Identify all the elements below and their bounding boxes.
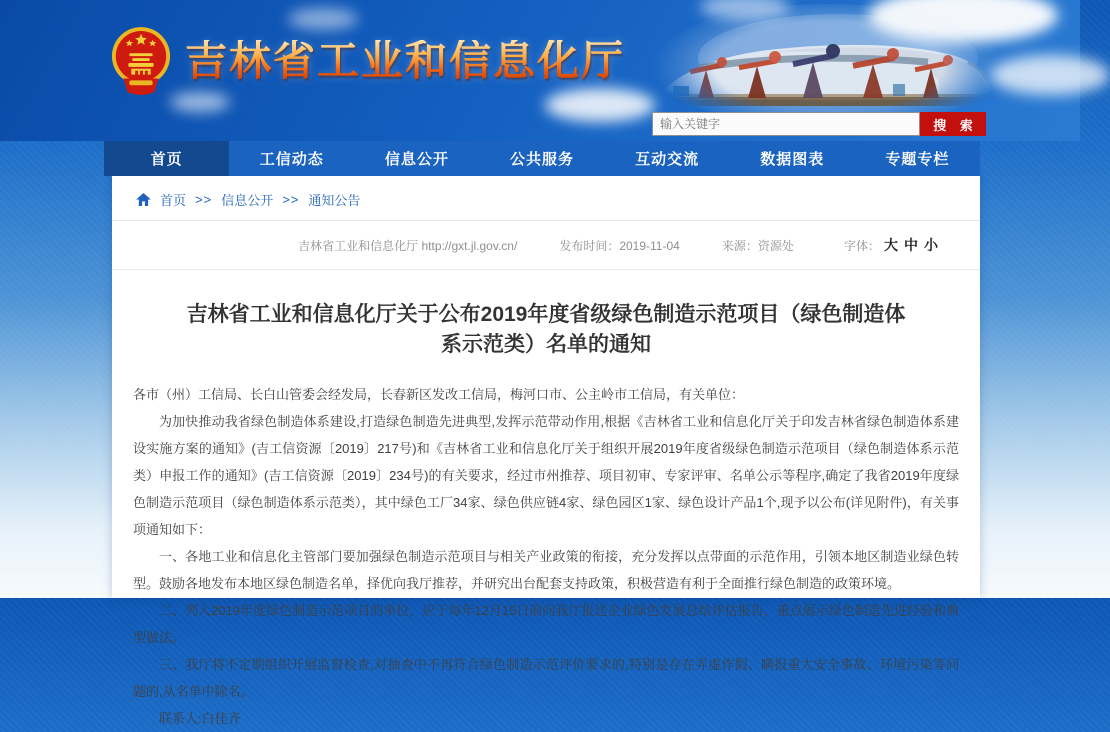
article-contact: 联系人:白佳齐 bbox=[159, 710, 241, 726]
article-source: 吉林省工业和信息化厅 http://gxt.jl.gov.cn/ bbox=[298, 238, 518, 253]
breadcrumb-notices[interactable]: 通知公告 bbox=[308, 193, 361, 208]
article-paragraph: 各市（州）工信局、长白山管委会经发局，长春新区发改工信局，梅河口市、公主岭市工信局，有关单位： bbox=[133, 386, 745, 402]
font-size-widget bbox=[844, 221, 940, 269]
nav-label: 专题专栏 bbox=[885, 151, 950, 168]
nav-item-public-service[interactable] bbox=[479, 141, 604, 176]
nav-label: 工信动态 bbox=[259, 151, 324, 168]
font-size-small-button[interactable]: 小 bbox=[924, 237, 938, 253]
content-card bbox=[112, 176, 980, 726]
site-brand[interactable] bbox=[110, 26, 625, 96]
font-size-medium-button[interactable]: 中 bbox=[904, 237, 918, 253]
search-button[interactable]: 搜 索 bbox=[920, 112, 986, 136]
breadcrumb bbox=[112, 176, 980, 221]
nav-item-info-disclosure[interactable] bbox=[354, 141, 479, 176]
article-paragraph: 二、列入2019年度绿色制造示范项目的单位，应于每年12月15日前向我厅报送企业绿色发展总结评估报告，重点展示绿色制造先进经验和典型做法。 bbox=[133, 602, 959, 645]
site-title: 吉林省工业和信息化厅 bbox=[185, 37, 626, 84]
nav-label: 数据图表 bbox=[760, 151, 825, 168]
nav-label: 首页 bbox=[150, 151, 183, 168]
national-emblem-logo bbox=[110, 26, 172, 96]
nav-item-interaction[interactable] bbox=[605, 141, 730, 176]
font-size-label: 字体： bbox=[843, 238, 880, 253]
font-size-large-button[interactable]: 大 bbox=[884, 237, 898, 253]
article-origin bbox=[722, 237, 794, 254]
publish-label: 发布时间： bbox=[559, 238, 620, 253]
breadcrumb-info-disclosure[interactable]: 信息公开 bbox=[221, 193, 274, 208]
nav-item-data-charts[interactable] bbox=[730, 141, 855, 176]
publish-date: 2019-11-04 bbox=[619, 238, 680, 253]
article-meta-bar bbox=[112, 221, 980, 270]
home-icon[interactable] bbox=[136, 193, 151, 206]
article-paragraph: 一、各地工业和信息化主管部门要加强绿色制造示范项目与相关产业政策的衔接，充分发挥以点带面的示范作用，引领本地区制造业绿色转型。鼓励各地发布本地区绿色制造名单，择优向我厅推荐，并研究出台配套支持政策，积极营造有利于全面推行绿色制造的政策环境。 bbox=[133, 548, 959, 591]
site-header-banner bbox=[0, 0, 1080, 141]
nav-item-special-topics[interactable] bbox=[855, 141, 980, 176]
search-input[interactable] bbox=[652, 112, 920, 136]
search-bar bbox=[652, 112, 986, 136]
origin-label: 来源： bbox=[721, 238, 758, 253]
breadcrumb-separator: >> bbox=[195, 192, 213, 207]
nav-label: 信息公开 bbox=[384, 151, 449, 168]
breadcrumb-home[interactable]: 首页 bbox=[160, 193, 187, 208]
main-nav bbox=[104, 141, 980, 176]
nav-label: 互动交流 bbox=[635, 151, 700, 168]
breadcrumb-separator: >> bbox=[282, 192, 300, 207]
publish-time bbox=[559, 237, 680, 254]
article-title: 吉林省工业和信息化厅关于公布2019年度省级绿色制造示范项目（绿色制造体系示范类）名单的通知 bbox=[186, 303, 906, 357]
nav-item-news[interactable] bbox=[229, 141, 354, 176]
article-body bbox=[133, 381, 959, 732]
origin-value: 资源处 bbox=[757, 238, 794, 253]
article-paragraph: 三、我厅将不定期组织开展监督检查,对抽查中不再符合绿色制造示范评价要求的,特别是存在弄虚作假、瞒报重大安全事故、环境污染等问题的,从名单中除名。 bbox=[133, 656, 959, 699]
nav-label: 公共服务 bbox=[509, 151, 574, 168]
article-paragraph: 为加快推动我省绿色制造体系建设,打造绿色制造先进典型,发挥示范带动作用,根据《吉林省工业和信息化厅关于印发吉林省绿色制造体系建设实施方案的通知》(吉工信资源〔2019〕217号)和《吉林省工业和信息化厅关于组织开展2019年度省级绿色制造示范项目（绿色制造体系示范类）申报工作的通知》(吉工信资源〔2019〕234号)的有关要求，经过市州推荐、项目初审、专家评审、名单公示等程序,确定了我省2019年度绿色制造示范项目（绿色制造体系示范类），其中绿色工厂34家、绿色供应链4家、绿色园区1家、绿色设计产品1个,现予以公布(详见附件)，有关事项通知如下： bbox=[133, 413, 959, 537]
nav-item-home[interactable] bbox=[104, 141, 229, 176]
